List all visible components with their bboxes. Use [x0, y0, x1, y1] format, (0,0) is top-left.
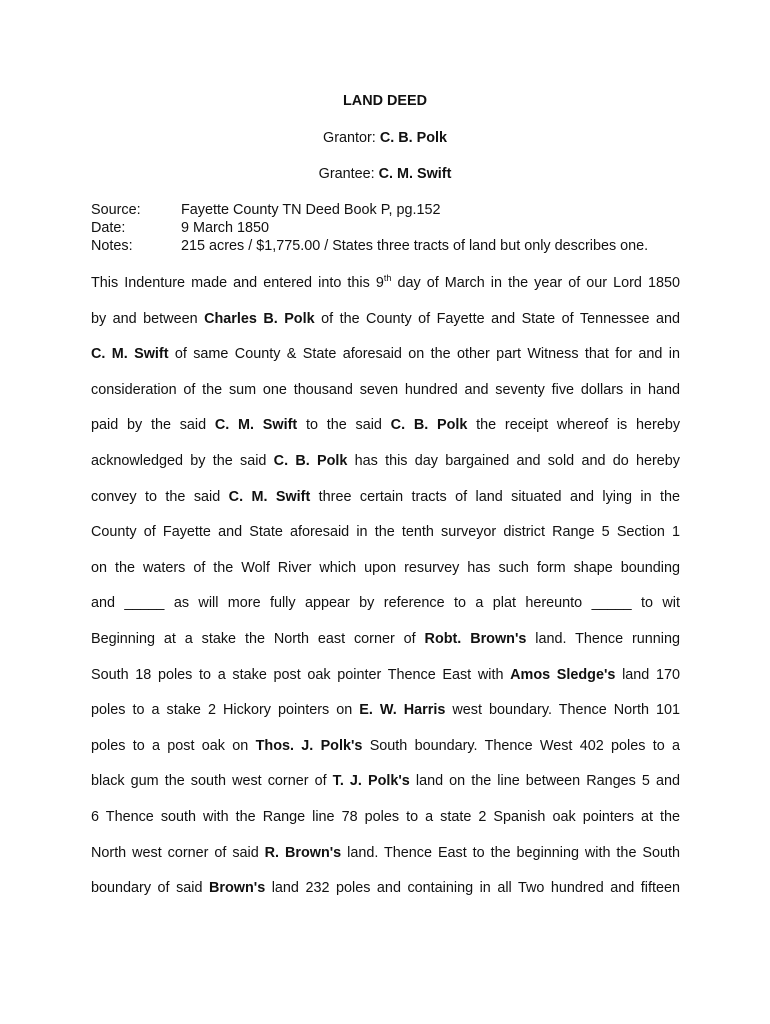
body-line: North west corner of said R. Brown's land. Thence East to the beginning with the South	[91, 844, 680, 861]
body-line: acknowledged by the said C. B. Polk has this day bargained and sold and do hereby	[91, 452, 680, 469]
body-line: and _____ as will more fully appear by reference to a plat hereunto _____ to wit	[91, 595, 680, 612]
party-name: C. B. Polk	[273, 452, 348, 469]
body-line: paid by the said C. M. Swift to the said C. B. Polk the receipt whereof is hereby	[91, 417, 681, 434]
notes-value: 215 acres / $1,775.00 / States three tracts of land but only describes one.	[181, 238, 649, 254]
body-line: C. M. Swift of same County & State aforesaid on the other part Witness that for and in	[91, 346, 681, 363]
neighbor-name: R. Brown's	[264, 844, 342, 861]
deed-metadata	[91, 201, 648, 255]
neighbor-name: Thos. J. Polk's	[255, 737, 363, 754]
party-name: C. M. Swift	[228, 488, 311, 505]
party-name: C. M. Swift	[214, 417, 298, 434]
neighbor-name: E. W. Harris	[359, 702, 446, 719]
deed-body	[91, 266, 680, 907]
body-line: County of Fayette and State aforesaid in the tenth surveyor district Range 5 Section 1	[91, 524, 680, 541]
meta-source-row	[91, 201, 648, 219]
body-line: consideration of the sum one thousand seven hundred and seventy five dollars in hand	[91, 381, 680, 398]
body-line: 6 Thence south with the Range line 78 poles to a state 2 Spanish oak pointers at the	[91, 808, 680, 825]
document-title: LAND DEED	[343, 93, 427, 109]
source-label: Source:	[91, 202, 141, 218]
neighbor-name: Robt. Brown's	[424, 630, 527, 647]
grantor-label: Grantor:	[323, 130, 376, 146]
source-value: Fayette County TN Deed Book P, pg.152	[181, 202, 441, 218]
grantee-label: Grantee:	[318, 166, 375, 182]
body-line: South 18 poles to a stake post oak pointer Thence East with Amos Sledge's land 170	[91, 666, 680, 683]
body-line: by and between Charles B. Polk of the County of Fayette and State of Tennessee and	[91, 310, 680, 327]
neighbor-name: Amos Sledge's	[510, 666, 616, 683]
party-name: Charles B. Polk	[204, 310, 315, 327]
body-line: on the waters of the Wolf River which upon resurvey has such form shape bounding	[91, 559, 680, 576]
grantee-name: C. M. Swift	[378, 166, 452, 182]
grantee-line	[0, 166, 770, 182]
body-line: poles to a post oak on Thos. J. Polk's South boundary. Thence West 402 poles to a	[91, 737, 681, 754]
date-label: Date:	[91, 220, 126, 236]
body-line: poles to a stake 2 Hickory pointers on E. W. Harris west boundary. Thence North 101	[91, 702, 680, 719]
body-line: black gum the south west corner of T. J. Polk's land on the line between Ranges 5 and	[91, 773, 680, 790]
neighbor-name: T. J. Polk's	[332, 773, 410, 790]
party-name: C. M. Swift	[91, 346, 169, 363]
body-line: convey to the said C. M. Swift three certain tracts of land situated and lying in the	[91, 488, 681, 505]
meta-date-row	[91, 219, 648, 237]
body-line: boundary of said Brown's land 232 poles and containing in all Two hundred and fifteen	[91, 880, 680, 897]
meta-notes-row	[91, 237, 648, 255]
date-value: 9 March 1850	[181, 220, 269, 236]
notes-label: Notes:	[91, 238, 133, 254]
grantor-name: C. B. Polk	[379, 130, 447, 146]
body-line: Beginning at a stake the North east corner of Robt. Brown's land. Thence running	[91, 630, 680, 647]
neighbor-name: Brown's	[209, 880, 266, 897]
grantor-line	[0, 130, 770, 146]
party-name: C. B. Polk	[390, 417, 468, 434]
body-line: This Indenture made and entered into this 9th day of March in the year of our Lord 1850	[91, 273, 681, 291]
